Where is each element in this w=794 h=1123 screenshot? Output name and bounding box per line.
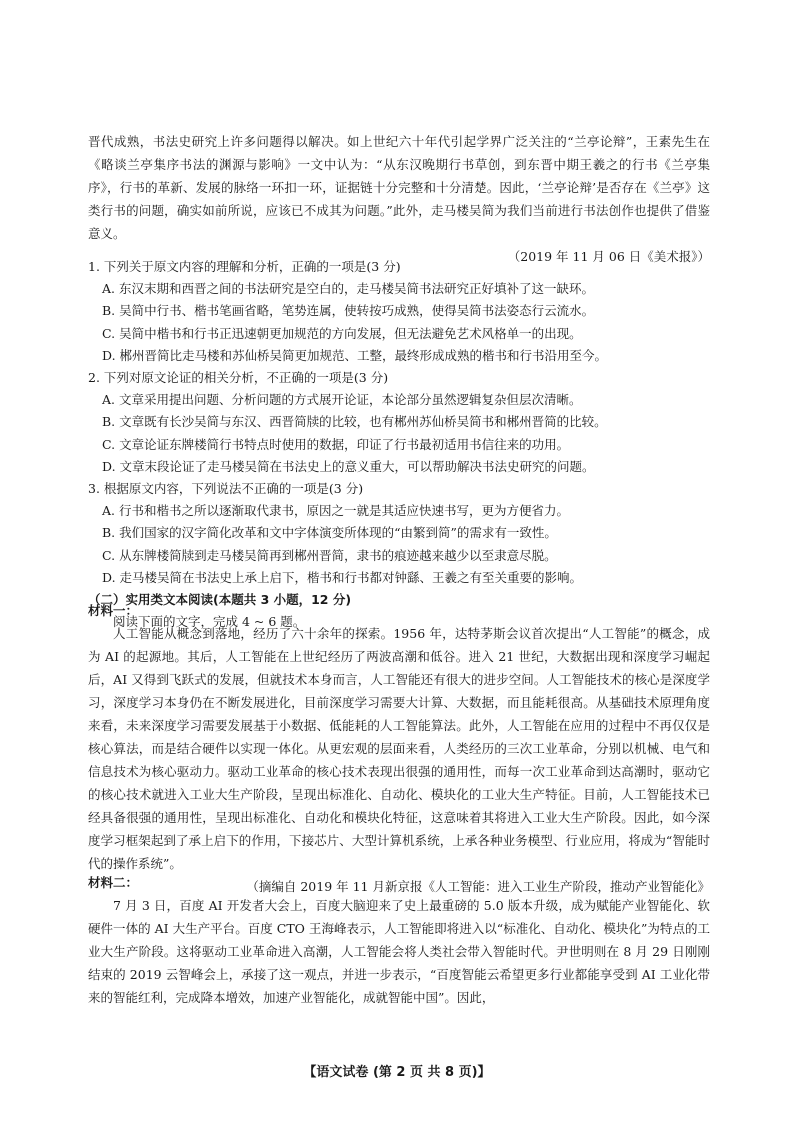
top-paragraph: 晋代成熟，书法史研究上许多问题得以解决。如上世纪六十年代引起学界广泛关注的“兰亭论辩”，王素先生在《略谈兰亭集序书法的渊源与影响》一文中认为：“从东汉晚期行书草创，到东晋中期王羲之的行书《兰亭集序》，行书的革新、发展的脉络一环扣一环，证据链十分完整和十分清楚。因此，‘兰亭论辩’是否存在《兰亭》这类行书的问题，确实如前所说，应该已不成其为问题。”此外，走马楼吴简为我们当前进行书法创作也提供了借鉴意义。 bbox=[88, 134, 710, 241]
material-2-heading: 材料二： bbox=[88, 875, 139, 890]
option-c: C. 吴简中楷书和行书正迅速朝更加规范的方向发展，但无法避免艺术风格单一的出现。 bbox=[102, 325, 582, 341]
questions-block bbox=[88, 256, 710, 633]
material-1-text: 人工智能从概念到落地，经历了六十余年的探索。1956 年，达特茅斯会议首次提出“人工智能”的概念，成为 AI 的起源地。其后，人工智能在上世纪经历了两波高潮和低谷。进入 21 世纪，大数据出现和深度学习崛起后，AI 又得到飞跃式的发展，但就技术本身而言，人工智能还有很大的进步空间。人工智能技术的核心是深度学习，深度学习本身仍在不断发展进化，目前深度学习需要大计算、大数据，而且能耗很高。从基础技术原理角度来看，未来深度学习需要发展基于小数据、低能耗的人工智能算法。此外，人工智能在应用的过程中不再仅仅是核心算法，而是结合硬件以实现一体化。从更宏观的层面来看，人类经历的三次工业革命，分别以机械、电气和信息技术为核心驱动力。驱动工业革命的核心技术表现出很强的通用性，而每一次工业革命到达高潮时，驱动它的核心技术就进入工业大生产阶段，呈现出标准化、自动化、模块化的工业大生产特征。目前，人工智能技术已经具备很强的通用性，呈现出标准化、自动化和模块化特征，这意味着其将进入工业大生产阶段。因此，如今深度学习框架起到了承上启下的作用，下接芯片、大型计算机系统，上承各种业务模型、行业应用，将成为“智能时代的操作系统”。 bbox=[88, 626, 710, 871]
option-b: B. 文章既有长沙吴简与东汉、西晋简牍的比较，也有郴州苏仙桥吴简书和郴州晋简的比较。 bbox=[102, 414, 607, 430]
option-d: D. 文章末段论证了走马楼吴简在书法史上的意义重大，可以帮助解决书法史研究的问题。 bbox=[102, 458, 595, 474]
question-stem: 3. 根据原文内容，下列说法不正确的一项是(3 分) bbox=[88, 481, 364, 497]
material-2-text: 7 月 3 日，百度 AI 开发者大会上，百度大脑迎来了史上最重磅的 5.0 版本升级，成为赋能产业智能化、软硬件一体的 AI 大生产平台。百度 CTO 王海峰表示，人工智能即将进入以“标准化、自动化、模块化”为特点的工业大生产阶段。这将驱动工业革命进入高潮，人工智能会将人类社会带入智能时代。尹世明则在 8 月 29 日刚刚结束的 2019 云智峰会上，承接了这一观点，并进一步表示，“百度智能云希望更多行业都能享受到 AI 工业化带来的智能红利，完成降本增效，加速产业智能化，成就智能中国”。因此， bbox=[88, 898, 710, 1005]
option-c: C. 从东牌楼简牍到走马楼吴简再到郴州晋简，隶书的痕迹越来越少以至隶意尽脱。 bbox=[102, 547, 557, 563]
question-stem: 1. 下列关于原文内容的理解和分析，正确的一项是(3 分) bbox=[88, 259, 401, 274]
option-d: D. 走马楼吴简在书法史上承上启下，楷书和行书都对钟繇、王羲之有至关重要的影响。 bbox=[102, 569, 583, 585]
top-source: （2019 年 11 月 06 日《美术报》） bbox=[507, 249, 710, 264]
option-b: B. 我们国家的汉字简化改革和文中字体演变所体现的“由繁到简”的需求有一致性。 bbox=[102, 525, 557, 541]
material-1-source: （摘编自 2019 年 11 月新京报《人工智能：进入工业生产阶段，推动产业智能化》 bbox=[246, 879, 710, 894]
page-footer: 【语文试卷 (第 2 页 共 8 页)】 bbox=[303, 1065, 491, 1080]
section-instruction: 阅读下面的文字，完成 4 ~ 6 题。 bbox=[113, 614, 306, 630]
question-stem: 2. 下列对原文论证的相关分析，不正确的一项是(3 分) bbox=[88, 370, 389, 386]
material-1-heading: 材料一： bbox=[88, 603, 139, 618]
top-passage bbox=[88, 130, 710, 268]
question-2 bbox=[88, 367, 710, 478]
material-1 bbox=[88, 600, 710, 898]
option-a: A. 文章采用提出问题、分析问题的方式展开论证，本论部分虽然逻辑复杂但层次清晰。 bbox=[102, 392, 582, 408]
option-d: D. 郴州晋简比走马楼和苏仙桥吴简更加规范、工整，最终形成成熟的楷书和行书沿用至今。 bbox=[102, 347, 608, 363]
option-a: A. 行书和楷书之所以逐渐取代隶书，原因之一就是其适应快速书写，更为方便省力。 bbox=[102, 503, 569, 519]
section-heading: （二）实用类文本阅读(本题共 3 小题，12 分) bbox=[88, 592, 352, 608]
option-b: B. 吴简中行书、楷书笔画省略，笔势连属，使转按巧成熟，使得吴简书法姿态行云流水。 bbox=[102, 303, 595, 319]
option-c: C. 文章论证东牌楼简行书特点时使用的数据，印证了行书最初适用书信往来的功用。 bbox=[102, 436, 570, 452]
question-3 bbox=[88, 478, 710, 589]
material-2 bbox=[88, 872, 710, 1009]
question-1 bbox=[88, 256, 710, 367]
option-a: A. 东汉末期和西晋之间的书法研究是空白的，走马楼吴简书法研究正好填补了这一缺环。 bbox=[102, 281, 594, 297]
